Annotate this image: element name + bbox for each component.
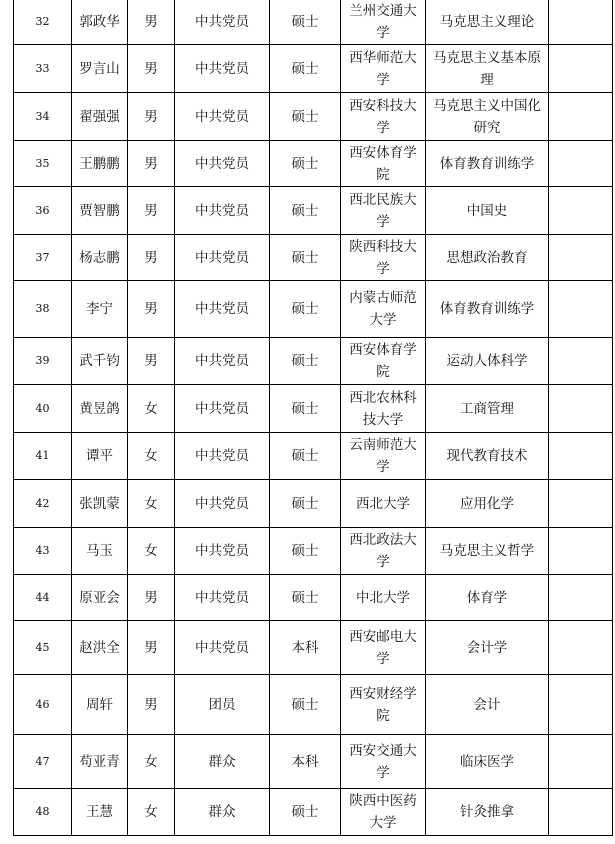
gender-cell: 男 [128, 187, 175, 235]
table-row [14, 338, 613, 385]
gender-cell: 男 [128, 621, 175, 675]
gender-cell: 男 [128, 0, 175, 45]
name-cell: 马玉 [72, 528, 128, 575]
degree-cell: 硕士 [270, 93, 341, 141]
remarks-cell [549, 735, 613, 789]
table-row [14, 93, 613, 141]
name-cell: 武千钧 [72, 338, 128, 385]
major-cell: 运动人体科学 [426, 338, 549, 385]
name-cell: 罗言山 [72, 45, 128, 93]
remarks-cell [549, 480, 613, 528]
name-cell: 翟强强 [72, 93, 128, 141]
politics-cell: 中共党员 [175, 621, 270, 675]
row-number: 45 [14, 621, 72, 675]
major-cell: 马克思主义中国化研究 [426, 93, 549, 141]
table-row [14, 433, 613, 480]
school-cell: 西华师范大学 [341, 45, 426, 93]
major-cell: 思想政治教育 [426, 235, 549, 281]
name-cell: 李宁 [72, 281, 128, 338]
table-row [14, 789, 613, 836]
row-number: 34 [14, 93, 72, 141]
politics-cell: 中共党员 [175, 0, 270, 45]
major-cell: 会计 [426, 675, 549, 735]
gender-cell: 男 [128, 235, 175, 281]
remarks-cell [549, 187, 613, 235]
gender-cell: 男 [128, 93, 175, 141]
school-cell: 西北大学 [341, 480, 426, 528]
row-number: 37 [14, 235, 72, 281]
gender-cell: 女 [128, 528, 175, 575]
major-cell: 工商管理 [426, 385, 549, 433]
table-row [14, 621, 613, 675]
school-cell: 西安财经学院 [341, 675, 426, 735]
row-number: 44 [14, 575, 72, 621]
politics-cell: 中共党员 [175, 528, 270, 575]
politics-cell: 中共党员 [175, 141, 270, 187]
name-cell: 郭政华 [72, 0, 128, 45]
row-number: 42 [14, 480, 72, 528]
gender-cell: 男 [128, 338, 175, 385]
gender-cell: 女 [128, 735, 175, 789]
row-number: 40 [14, 385, 72, 433]
row-number: 43 [14, 528, 72, 575]
politics-cell: 中共党员 [175, 433, 270, 480]
row-number: 32 [14, 0, 72, 45]
major-cell: 临床医学 [426, 735, 549, 789]
name-cell: 原亚会 [72, 575, 128, 621]
degree-cell: 硕士 [270, 385, 341, 433]
major-cell: 现代教育技术 [426, 433, 549, 480]
row-number: 48 [14, 789, 72, 836]
table-row [14, 480, 613, 528]
politics-cell: 中共党员 [175, 93, 270, 141]
major-cell: 中国史 [426, 187, 549, 235]
degree-cell: 硕士 [270, 433, 341, 480]
school-cell: 西安科技大学 [341, 93, 426, 141]
politics-cell: 中共党员 [175, 187, 270, 235]
name-cell: 谭平 [72, 433, 128, 480]
degree-cell: 硕士 [270, 575, 341, 621]
politics-cell: 中共党员 [175, 45, 270, 93]
row-number: 36 [14, 187, 72, 235]
remarks-cell [549, 281, 613, 338]
remarks-cell [549, 528, 613, 575]
table-body [14, 0, 613, 836]
personnel-table [13, 0, 613, 836]
school-cell: 兰州交通大学 [341, 0, 426, 45]
politics-cell: 中共党员 [175, 235, 270, 281]
remarks-cell [549, 338, 613, 385]
gender-cell: 女 [128, 789, 175, 836]
name-cell: 杨志鹏 [72, 235, 128, 281]
gender-cell: 女 [128, 433, 175, 480]
degree-cell: 硕士 [270, 528, 341, 575]
school-cell: 西安体育学院 [341, 338, 426, 385]
name-cell: 黄昱鸽 [72, 385, 128, 433]
name-cell: 赵洪全 [72, 621, 128, 675]
table-row [14, 235, 613, 281]
row-number: 47 [14, 735, 72, 789]
row-number: 33 [14, 45, 72, 93]
school-cell: 云南师范大学 [341, 433, 426, 480]
gender-cell: 男 [128, 45, 175, 93]
gender-cell: 男 [128, 281, 175, 338]
remarks-cell [549, 433, 613, 480]
school-cell: 中北大学 [341, 575, 426, 621]
remarks-cell [549, 93, 613, 141]
politics-cell: 团员 [175, 675, 270, 735]
table-row [14, 575, 613, 621]
school-cell: 西安体育学院 [341, 141, 426, 187]
school-cell: 陕西科技大学 [341, 235, 426, 281]
politics-cell: 中共党员 [175, 281, 270, 338]
major-cell: 马克思主义哲学 [426, 528, 549, 575]
remarks-cell [549, 0, 613, 45]
name-cell: 王慧 [72, 789, 128, 836]
major-cell: 体育教育训练学 [426, 281, 549, 338]
politics-cell: 群众 [175, 789, 270, 836]
name-cell: 周轩 [72, 675, 128, 735]
degree-cell: 硕士 [270, 338, 341, 385]
politics-cell: 中共党员 [175, 338, 270, 385]
remarks-cell [549, 45, 613, 93]
name-cell: 张凯蒙 [72, 480, 128, 528]
row-number: 38 [14, 281, 72, 338]
name-cell: 贾智鹏 [72, 187, 128, 235]
remarks-cell [549, 789, 613, 836]
degree-cell: 硕士 [270, 235, 341, 281]
degree-cell: 硕士 [270, 45, 341, 93]
major-cell: 体育学 [426, 575, 549, 621]
school-cell: 内蒙古师范大学 [341, 281, 426, 338]
gender-cell: 男 [128, 675, 175, 735]
degree-cell: 本科 [270, 735, 341, 789]
school-cell: 陕西中医药大学 [341, 789, 426, 836]
degree-cell: 硕士 [270, 480, 341, 528]
table-row [14, 528, 613, 575]
school-cell: 西北政法大学 [341, 528, 426, 575]
major-cell: 体育教育训练学 [426, 141, 549, 187]
name-cell: 王鹏鹏 [72, 141, 128, 187]
major-cell: 马克思主义理论 [426, 0, 549, 45]
politics-cell: 群众 [175, 735, 270, 789]
remarks-cell [549, 575, 613, 621]
gender-cell: 女 [128, 385, 175, 433]
degree-cell: 硕士 [270, 281, 341, 338]
remarks-cell [549, 385, 613, 433]
row-number: 39 [14, 338, 72, 385]
remarks-cell [549, 141, 613, 187]
major-cell: 马克思主义基本原理 [426, 45, 549, 93]
school-cell: 西安邮电大学 [341, 621, 426, 675]
school-cell: 西北民族大学 [341, 187, 426, 235]
politics-cell: 中共党员 [175, 385, 270, 433]
row-number: 35 [14, 141, 72, 187]
remarks-cell [549, 621, 613, 675]
table-row [14, 141, 613, 187]
table-row [14, 187, 613, 235]
major-cell: 针灸推拿 [426, 789, 549, 836]
politics-cell: 中共党员 [175, 480, 270, 528]
gender-cell: 男 [128, 575, 175, 621]
degree-cell: 硕士 [270, 675, 341, 735]
row-number: 46 [14, 675, 72, 735]
school-cell: 西安交通大学 [341, 735, 426, 789]
table-row [14, 385, 613, 433]
degree-cell: 硕士 [270, 187, 341, 235]
degree-cell: 本科 [270, 621, 341, 675]
major-cell: 会计学 [426, 621, 549, 675]
table-row [14, 735, 613, 789]
row-number: 41 [14, 433, 72, 480]
remarks-cell [549, 235, 613, 281]
gender-cell: 女 [128, 480, 175, 528]
school-cell: 西北农林科技大学 [341, 385, 426, 433]
gender-cell: 男 [128, 141, 175, 187]
table-row [14, 45, 613, 93]
degree-cell: 硕士 [270, 789, 341, 836]
table-row [14, 0, 613, 45]
table-row [14, 675, 613, 735]
major-cell: 应用化学 [426, 480, 549, 528]
remarks-cell [549, 675, 613, 735]
degree-cell: 硕士 [270, 141, 341, 187]
table-row [14, 281, 613, 338]
politics-cell: 中共党员 [175, 575, 270, 621]
degree-cell: 硕士 [270, 0, 341, 45]
name-cell: 苟亚青 [72, 735, 128, 789]
